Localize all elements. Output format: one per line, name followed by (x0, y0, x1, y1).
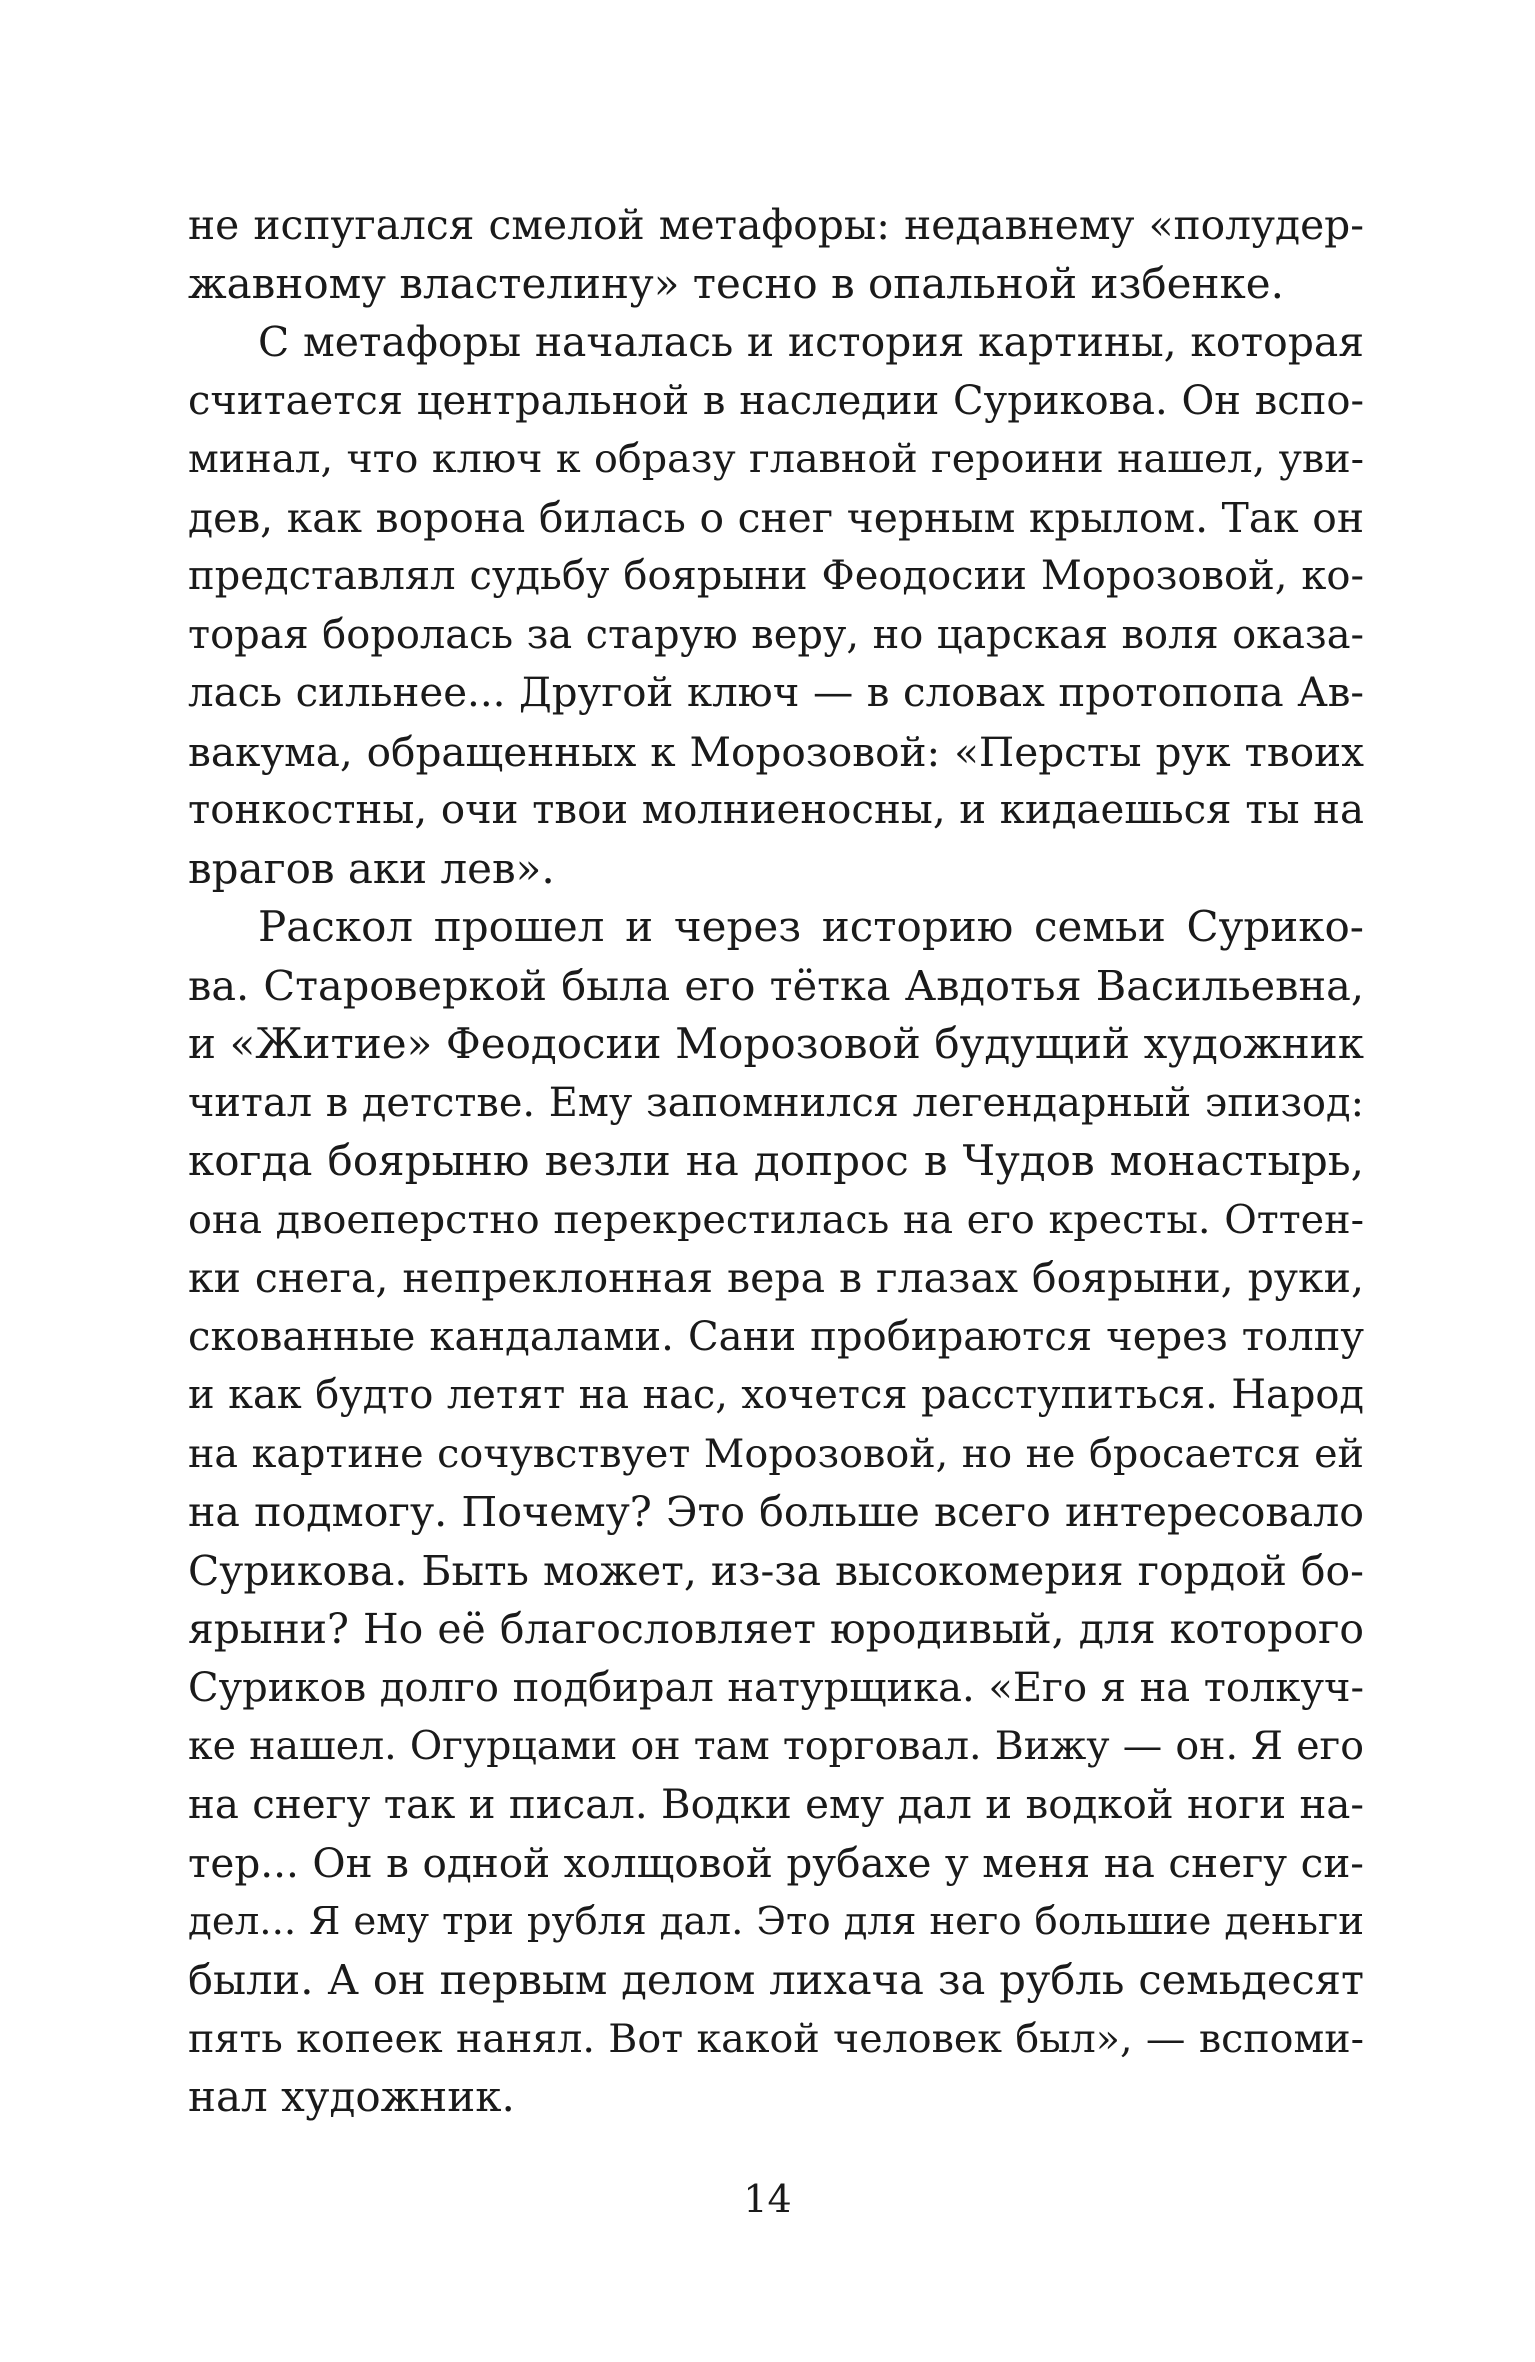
text-line: врагов аки лев». (188, 843, 555, 893)
text-line: скованные кандалами. Сани пробираются через толпу (188, 1313, 1364, 1360)
text-line: ки снега, непреклонная вера в глазах боярыни, руки, (188, 1254, 1364, 1302)
text-line: тонкостны, очи твои молниеносны, и кидаешься ты на (188, 787, 1364, 833)
text-line: и как будто летят на нас, хочется расступиться. Народ (188, 1372, 1364, 1418)
text-line: считается центральной в наследии Сурикова. Он вспо- (188, 377, 1364, 424)
page-number: 14 (743, 2177, 792, 2221)
text-line: дел... Я ему три рубля дал. Это для него большие деньги (188, 1898, 1364, 1944)
text-line: ке нашел. Огурцами он там торговал. Вижу — он. Я его (188, 1723, 1364, 1769)
text-line: Раскол прошел и через историю семьи Сурико- (258, 902, 1364, 951)
text-line: на снегу так и писал. Водки ему дал и водкой ноги на- (188, 1780, 1364, 1828)
paragraph-1 (188, 196, 1364, 313)
text-line: Суриков долго подбирал натурщика. «Его я на толкуч- (188, 1664, 1364, 1711)
text-line: дев, как ворона билась о снег черным крылом. Так он (188, 493, 1364, 542)
text-line: не испугался смелой метафоры: недавнему «полудер- (188, 201, 1364, 249)
text-line: когда боярыню везли на допрос в Чудов монастырь, (188, 1136, 1364, 1185)
text-line: жавному властелину» тесно в опальной избенке. (188, 258, 1284, 308)
text-line: нал художник. (188, 2072, 515, 2121)
text-line: ва. Староверкой была его тётка Авдотья Васильевна, (188, 961, 1364, 1010)
text-line: читал в детстве. Ему запомнился легендарный эпизод: (188, 1079, 1364, 1126)
text-line: на подмогу. Почему? Это больше всего интересовало (188, 1488, 1364, 1536)
text-line: С метафоры началась и история картины, которая (258, 318, 1364, 366)
text-line: ярыни? Но её благословляет юродивый, для которого (188, 1605, 1364, 1653)
text-line: торая боролась за старую веру, но царская воля оказа- (188, 611, 1364, 658)
text-line: минал, что ключ к образу главной героини нашел, уви- (188, 436, 1364, 482)
text-line: Сурикова. Быть может, из-за высокомерия гордой бо- (188, 1546, 1364, 1595)
text-line: вакума, обращенных к Морозовой: «Персты рук твоих (188, 727, 1364, 776)
text-line: пять копеек нанял. Вот какой человек был», — вспоми- (188, 2015, 1364, 2062)
text-line: лась сильнее... Другой ключ — в словах протопопа Ав- (188, 670, 1364, 716)
text-line: тер... Он в одной холщовой рубахе у меня на снегу си- (188, 1839, 1364, 1887)
text-line: представлял судьбу боярыни Феодосии Морозовой, ко- (188, 553, 1364, 599)
text-line: на картине сочувствует Морозовой, но не бросается ей (188, 1430, 1364, 1477)
paragraph-3 (188, 898, 1364, 2127)
text-line: и «Житие» Феодосии Морозовой будущий художник (188, 1019, 1364, 1068)
text-line: она двоеперстно перекрестилась на его кресты. Оттен- (188, 1196, 1364, 1243)
text-line: были. А он первым делом лихача за рубль семьдесят (188, 1955, 1364, 2004)
page-body (188, 196, 1364, 2127)
paragraph-2 (188, 313, 1364, 898)
